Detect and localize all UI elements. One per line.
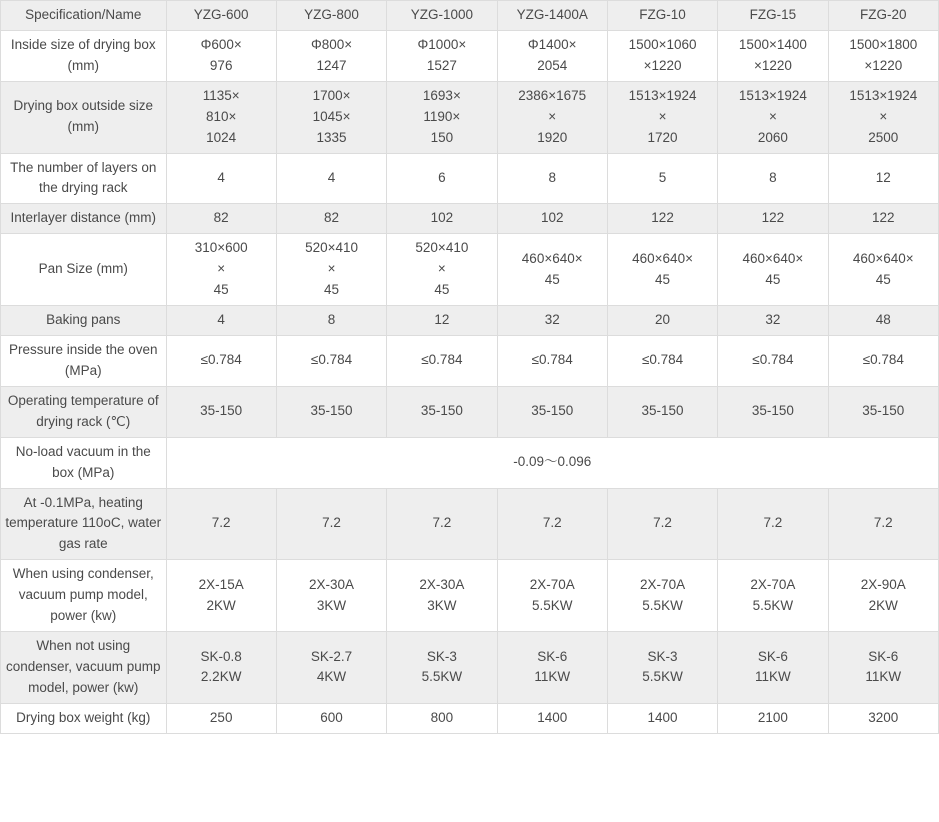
row-value — [828, 30, 938, 81]
value-line: 35-150 — [531, 403, 574, 419]
row-value — [387, 30, 497, 81]
value-line: 3200 — [868, 709, 899, 725]
table-row — [1, 437, 939, 488]
value-line: Φ1000× — [417, 36, 467, 52]
table-row — [1, 386, 939, 437]
row-value — [497, 632, 607, 704]
row-value — [166, 81, 276, 153]
row-value — [718, 204, 828, 234]
value-line: ≤0.784 — [310, 352, 353, 368]
row-value — [166, 488, 276, 560]
value-line: 8 — [327, 312, 336, 328]
value-line: 1024 — [206, 129, 237, 145]
value-line: SK-0.8 — [200, 648, 242, 664]
value-line: 1700× — [312, 87, 351, 103]
value-line: 122 — [872, 210, 895, 226]
value-line: × — [548, 108, 557, 124]
table-body — [1, 1, 939, 734]
value-line: × — [768, 108, 777, 124]
value-line: 3KW — [316, 597, 347, 613]
row-label: Pan Size (mm) — [1, 234, 167, 306]
row-value — [276, 153, 386, 204]
row-value — [607, 632, 717, 704]
row-value — [166, 632, 276, 704]
value-line: 4 — [217, 169, 225, 185]
value-line: ≤0.784 — [421, 352, 463, 368]
value-line: 2X-15A — [198, 576, 244, 592]
value-line: 12 — [434, 312, 450, 328]
value-line: 460×640× — [521, 250, 583, 266]
value-line: × — [437, 261, 446, 277]
value-line: 12 — [875, 169, 891, 185]
value-line: ≤0.784 — [752, 352, 794, 368]
row-value — [828, 386, 938, 437]
row-value — [276, 632, 386, 704]
value-line: Φ1400× — [527, 36, 577, 52]
row-value — [276, 703, 386, 733]
row-value — [276, 204, 386, 234]
value-line: 2.2KW — [200, 669, 242, 685]
value-line: 2054 — [537, 57, 568, 73]
row-value — [828, 335, 938, 386]
table-row — [1, 306, 939, 336]
row-value — [718, 30, 828, 81]
value-line: 150 — [430, 129, 454, 145]
row-value — [718, 703, 828, 733]
value-line: 5 — [658, 169, 667, 185]
value-line: 11KW — [755, 669, 791, 685]
row-value — [828, 153, 938, 204]
value-line: 8 — [548, 169, 556, 185]
value-line: 1920 — [537, 129, 568, 145]
row-value — [718, 560, 828, 632]
value-line: 520×410 — [415, 240, 469, 256]
row-value — [166, 204, 276, 234]
row-value — [387, 703, 497, 733]
row-value — [387, 488, 497, 560]
row-value — [718, 81, 828, 153]
value-line: 35-150 — [200, 403, 243, 419]
value-line: ≤0.784 — [531, 352, 573, 368]
value-line: 1500×1060 — [628, 36, 697, 52]
value-line: 2X-30A — [309, 576, 355, 592]
row-value — [828, 204, 938, 234]
table-row — [1, 234, 939, 306]
row-value — [828, 560, 938, 632]
row-value — [387, 560, 497, 632]
row-value — [497, 386, 607, 437]
row-label: The number of layers on the drying rack — [1, 153, 167, 204]
value-line: Φ800× — [310, 36, 353, 52]
header-cell-model: YZG-1000 — [387, 1, 497, 31]
row-label: Inside size of drying box (mm) — [1, 30, 167, 81]
row-value — [166, 703, 276, 733]
row-value — [387, 81, 497, 153]
value-line: 4KW — [316, 669, 347, 685]
row-value — [166, 306, 276, 336]
row-value — [497, 488, 607, 560]
value-line: 1247 — [316, 57, 347, 73]
row-value — [607, 234, 717, 306]
row-value-spanning: -0.09～0.096 — [166, 437, 938, 488]
row-value — [276, 335, 386, 386]
row-value — [276, 560, 386, 632]
value-line: 2386×1675 — [518, 87, 587, 103]
row-value — [387, 306, 497, 336]
value-line: 122 — [651, 210, 674, 226]
header-cell-model: YZG-800 — [276, 1, 386, 31]
value-line: 35-150 — [641, 403, 684, 419]
row-value — [276, 488, 386, 560]
row-value — [497, 703, 607, 733]
value-line: SK-6 — [537, 648, 568, 664]
row-value — [828, 488, 938, 560]
row-label: When using condenser, vacuum pump model, power (kw) — [1, 560, 167, 632]
row-value — [497, 81, 607, 153]
row-value — [718, 153, 828, 204]
header-cell-model: YZG-1400A — [497, 1, 607, 31]
value-line: 45 — [544, 271, 560, 287]
row-value — [276, 81, 386, 153]
header-cell-model: FZG-15 — [718, 1, 828, 31]
value-line: 5.5KW — [642, 669, 683, 685]
value-line: 7.2 — [322, 515, 341, 531]
value-line: 1513×1924 — [628, 87, 697, 103]
value-line: 1400 — [647, 709, 678, 725]
value-line: 2X-30A — [419, 576, 465, 592]
row-value — [718, 234, 828, 306]
value-line: 976 — [209, 57, 233, 73]
value-line: 45 — [213, 282, 229, 298]
value-line: 7.2 — [432, 515, 452, 531]
value-line: SK-2.7 — [310, 648, 353, 664]
value-line: 2X-90A — [860, 576, 906, 592]
value-line: 5.5KW — [642, 597, 683, 613]
value-line: 7.2 — [542, 515, 562, 531]
header-cell-model: FZG-20 — [828, 1, 938, 31]
row-value — [497, 335, 607, 386]
row-value — [718, 306, 828, 336]
table-row — [1, 703, 939, 733]
value-line: 5.5KW — [531, 597, 573, 613]
value-line: ×1220 — [643, 57, 682, 73]
row-value — [387, 386, 497, 437]
row-value — [607, 386, 717, 437]
value-line: 1720 — [647, 129, 678, 145]
row-value — [718, 335, 828, 386]
value-line: 8 — [769, 169, 777, 185]
value-line: 2KW — [868, 597, 898, 613]
row-value — [828, 234, 938, 306]
value-line: 4 — [327, 169, 336, 185]
value-line: 1500×1800 — [849, 36, 918, 52]
row-value — [166, 335, 276, 386]
value-line: ≤0.784 — [200, 352, 242, 368]
value-line: 48 — [875, 312, 891, 328]
value-line: ≤0.784 — [641, 352, 684, 368]
value-line: 35-150 — [751, 403, 794, 419]
table-row — [1, 153, 939, 204]
value-line: 800 — [430, 709, 454, 725]
value-line: ×1220 — [864, 57, 903, 73]
row-value — [607, 560, 717, 632]
value-line: 7.2 — [763, 515, 783, 531]
header-cell-model: FZG-10 — [607, 1, 717, 31]
table-row — [1, 30, 939, 81]
value-line: 7.2 — [653, 515, 672, 531]
value-line: 102 — [430, 210, 454, 226]
value-line: 11KW — [865, 669, 902, 685]
table-row — [1, 488, 939, 560]
table-row — [1, 81, 939, 153]
row-value — [387, 204, 497, 234]
value-line: 1135× — [202, 87, 240, 103]
row-label: Operating temperature of drying rack (℃) — [1, 386, 167, 437]
value-line: 1400 — [537, 709, 568, 725]
table-header-row — [1, 1, 939, 31]
row-value — [828, 81, 938, 153]
row-value — [718, 632, 828, 704]
value-line: 5.5KW — [421, 669, 463, 685]
row-label: At -0.1MPa, heating temperature 110oC, water gas rate — [1, 488, 167, 560]
table-row — [1, 560, 939, 632]
row-label: Drying box outside size (mm) — [1, 81, 167, 153]
row-value — [387, 234, 497, 306]
row-value — [497, 234, 607, 306]
row-value — [828, 632, 938, 704]
row-label: Drying box weight (kg) — [1, 703, 167, 733]
value-line: 32 — [765, 312, 781, 328]
value-line: SK-6 — [757, 648, 788, 664]
value-line: 810× — [205, 108, 237, 124]
row-value — [718, 488, 828, 560]
value-line: ×1220 — [753, 57, 792, 73]
value-line: 3KW — [427, 597, 457, 613]
value-line: SK-6 — [868, 648, 899, 664]
value-line: 4 — [217, 312, 225, 328]
row-value — [828, 703, 938, 733]
value-line: 82 — [213, 210, 229, 226]
value-line: 11KW — [534, 669, 571, 685]
table-row — [1, 632, 939, 704]
value-line: 45 — [324, 282, 340, 298]
row-label: Baking pans — [1, 306, 167, 336]
value-line: 1693× — [422, 87, 461, 103]
row-label: No-load vacuum in the box (MPa) — [1, 437, 167, 488]
value-line: × — [658, 108, 667, 124]
row-value — [828, 306, 938, 336]
row-value — [607, 306, 717, 336]
value-line: 45 — [875, 271, 891, 287]
value-line: 45 — [765, 271, 781, 287]
value-line: 45 — [655, 271, 671, 287]
value-line: 122 — [761, 210, 785, 226]
row-value — [387, 335, 497, 386]
value-line: × — [879, 108, 888, 124]
value-line: × — [217, 261, 226, 277]
row-value — [607, 204, 717, 234]
row-value — [166, 30, 276, 81]
row-value — [607, 153, 717, 204]
value-line: 250 — [209, 709, 233, 725]
row-value — [166, 234, 276, 306]
value-line: 32 — [544, 312, 560, 328]
row-value — [607, 335, 717, 386]
row-value — [607, 703, 717, 733]
row-value — [497, 306, 607, 336]
header-cell-model: YZG-600 — [166, 1, 276, 31]
value-line: 460×640× — [632, 250, 693, 266]
value-line: 20 — [655, 312, 671, 328]
value-line: 82 — [324, 210, 340, 226]
value-line: 2500 — [868, 129, 899, 145]
row-value — [166, 560, 276, 632]
value-line: 2KW — [206, 597, 236, 613]
value-line: 1500×1400 — [738, 36, 807, 52]
value-line: 1190× — [423, 108, 461, 124]
value-line: 35-150 — [420, 403, 463, 419]
value-line: 5.5KW — [752, 597, 794, 613]
row-value — [497, 153, 607, 204]
row-value — [387, 632, 497, 704]
value-line: 2060 — [757, 129, 788, 145]
value-line: 520×410 — [305, 240, 358, 256]
table-row — [1, 335, 939, 386]
value-line: 7.2 — [211, 515, 231, 531]
row-value — [497, 30, 607, 81]
value-line: 2X-70A — [529, 576, 575, 592]
value-line: 460×640× — [852, 250, 914, 266]
value-line: 2X-70A — [750, 576, 796, 592]
value-line: × — [327, 261, 336, 277]
row-value — [276, 306, 386, 336]
row-value — [497, 560, 607, 632]
value-line: SK-3 — [426, 648, 457, 664]
header-cell-specification: Specification/Name — [1, 1, 167, 31]
row-value — [276, 234, 386, 306]
value-line: 1513×1924 — [738, 87, 807, 103]
row-value — [607, 81, 717, 153]
row-value — [276, 30, 386, 81]
value-line: 6 — [438, 169, 446, 185]
value-line: 1045× — [312, 108, 351, 124]
value-line: ≤0.784 — [862, 352, 904, 368]
value-line: 1527 — [426, 57, 457, 73]
value-line: 460×640× — [742, 250, 804, 266]
row-value — [166, 386, 276, 437]
row-value — [607, 488, 717, 560]
row-value — [166, 153, 276, 204]
value-line: 7.2 — [873, 515, 893, 531]
row-value — [387, 153, 497, 204]
value-line: 35-150 — [862, 403, 905, 419]
row-label: Interlayer distance (mm) — [1, 204, 167, 234]
value-line: 2X-70A — [640, 576, 686, 592]
value-line: 102 — [540, 210, 564, 226]
value-line: 1513×1924 — [849, 87, 918, 103]
table-row — [1, 204, 939, 234]
value-line: 310×600 — [194, 240, 248, 256]
value-line: 1335 — [316, 129, 347, 145]
row-label: When not using condenser, vacuum pump model, power (kw) — [1, 632, 167, 704]
row-value — [497, 204, 607, 234]
value-line: SK-3 — [647, 648, 678, 664]
value-line: 45 — [434, 282, 450, 298]
value-line: 2100 — [757, 709, 788, 725]
value-line: 35-150 — [310, 403, 353, 419]
value-line: 600 — [320, 709, 343, 725]
row-value — [276, 386, 386, 437]
row-value — [607, 30, 717, 81]
row-value — [718, 386, 828, 437]
value-line: Φ600× — [200, 36, 242, 52]
row-label: Pressure inside the oven (MPa) — [1, 335, 167, 386]
